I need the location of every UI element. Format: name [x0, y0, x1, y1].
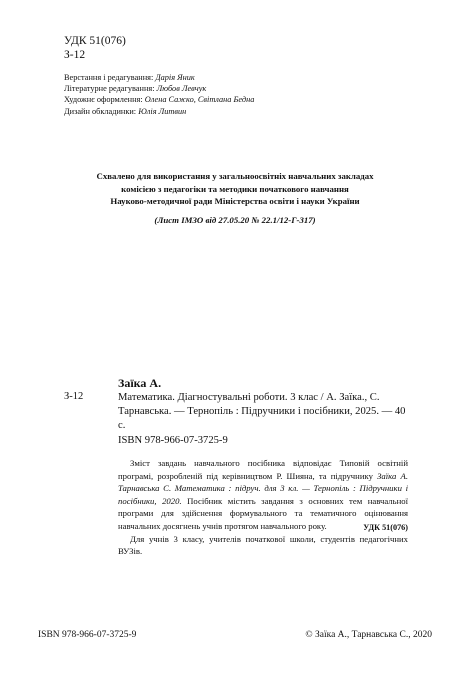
credit-name: Олена Сажко, Світлана Бедна [144, 95, 255, 105]
credits-block [64, 72, 254, 117]
abstract-block [118, 457, 408, 558]
isbn-line: ISBN 978-966-07-3725-9 [118, 434, 228, 446]
copyright-notice: © Заїка А., Тарнавська С., 2020 [305, 630, 432, 640]
bibliographic-description: Математика. Діагностувальні роботи. 3 клас / А. Заїка., С. Тарнавська. — Тернопіль : Підручники і посібники, 2025. — 40 с. [118, 392, 406, 432]
credit-row [64, 72, 254, 83]
approval-statement [40, 170, 430, 226]
abstract-text: Зміст завдань навчального посібника відповідає Типовій освітній програмі, розробленій під керівництвом Р. Шияна, та підручнику [118, 458, 408, 481]
udk-code: УДК 51(076) [64, 35, 126, 47]
udk-footer-code: УДК 51(076) [363, 523, 408, 532]
approval-line: комісією з педагогіки та методики початкового навчання [121, 183, 349, 194]
approval-line: Схвалено для використання у загальноосвітніх навчальних закладах [96, 171, 374, 181]
credit-name: Любов Левчук [156, 84, 207, 94]
credit-role: Художнє оформлення: [64, 95, 143, 105]
bbk-code: З-12 [64, 49, 86, 61]
approval-line: Науково-методичної ради Міністерства освіти і науки України [110, 196, 360, 207]
udk-header [64, 34, 126, 62]
approval-reference: (Лист ІМЗО від 27.05.20 № 22.1/12-Г-317) [154, 214, 316, 225]
footer-isbn: ISBN 978-966-07-3725-9 [38, 630, 137, 640]
credit-role: Літературне редагування: [64, 84, 155, 94]
audience-paragraph: Для учнів 3 класу, учителів початкової школи, студентів педагогічних ВУЗів. [118, 533, 408, 557]
credit-row [64, 83, 254, 94]
credit-name: Дарія Яник [155, 73, 195, 82]
bibliographic-record [118, 391, 408, 448]
textbook-citation: Заїка А. Тарнавська С. Математика : підруч. для 3 кл. — Тернопіль : Підручники і посібники, 2020. [118, 470, 408, 506]
credit-role: Дизайн обкладинки: [64, 106, 137, 116]
abstract-paragraph [118, 457, 408, 533]
credit-row [64, 94, 254, 105]
catalog-code: З-12 [64, 391, 84, 402]
credit-role: Верстання і редагування: [64, 73, 154, 82]
author-heading: Заїка А. [118, 376, 162, 390]
abstract-text: Посібник містить завдання з основних тем навчальної програми для здійснення формувального та тематичного оцінювання навчальних досягнень учнів протягом навчального року. [118, 495, 408, 531]
credit-row [64, 106, 254, 117]
credit-name: Юлія Литвин [138, 106, 187, 116]
